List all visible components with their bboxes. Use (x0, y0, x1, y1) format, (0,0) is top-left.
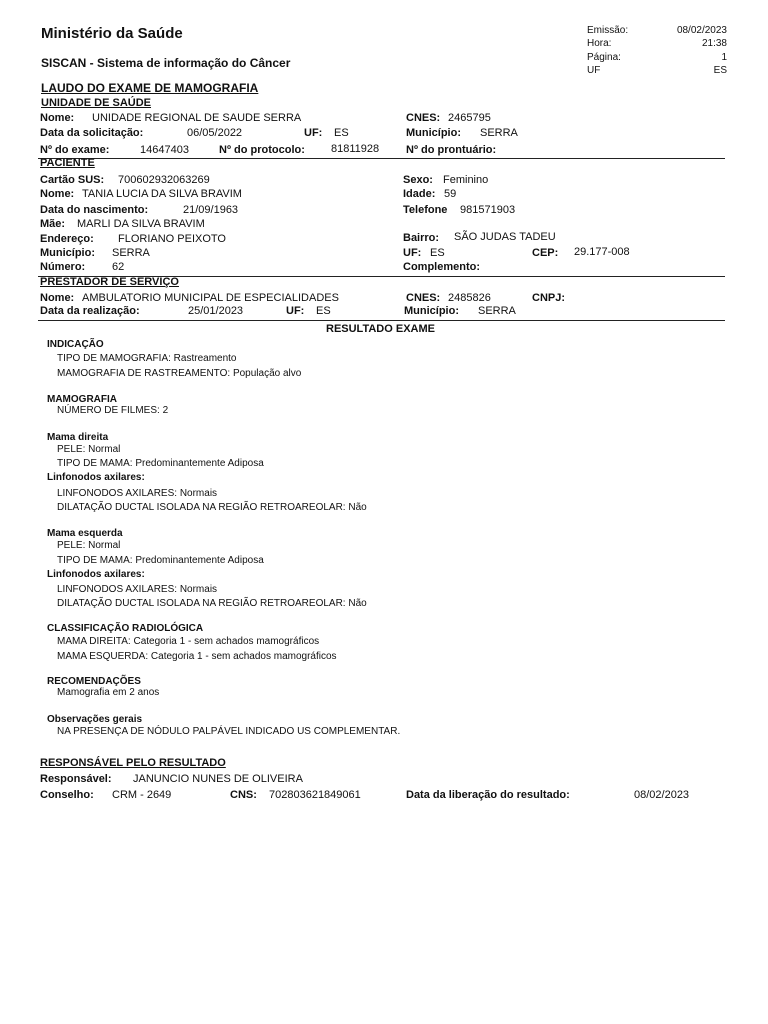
esquerda-pele: PELE: Normal (57, 540, 121, 551)
idade-label: Idade: (403, 188, 436, 200)
recomendacoes-heading: RECOMENDAÇÕES (47, 676, 141, 687)
cnpj-label: CNPJ: (532, 292, 566, 304)
telefone-label: Telefone (403, 204, 448, 216)
unidade-nome-label: Nome: (40, 112, 75, 124)
data-solicitacao-label: Data da solicitação: (40, 127, 144, 139)
paciente-uf-value: ES (430, 247, 445, 259)
nascimento-value: 21/09/1963 (183, 204, 239, 216)
unidade-cnes-label: CNES: (406, 112, 441, 124)
bairro-value: SÃO JUDAS TADEU (454, 231, 556, 243)
prestador-uf-value: ES (316, 305, 331, 317)
divider (38, 320, 725, 321)
endereco-label: Endereço: (40, 233, 94, 245)
direita-linfonodos-line: LINFONODOS AXILARES: Normais (57, 488, 218, 499)
direita-tipo: TIPO DE MAMA: Predominantemente Adiposa (57, 458, 264, 469)
prestador-title: PRESTADOR DE SERVIÇO (40, 276, 179, 288)
unidade-municipio-value: SERRA (480, 127, 518, 139)
prestador-cnes-value: 2485826 (448, 292, 491, 304)
complemento-label: Complemento: (403, 261, 480, 273)
cartao-label: Cartão SUS: (40, 174, 105, 186)
recomendacoes-line: Mamografia em 2 anos (57, 687, 160, 698)
paciente-title: PACIENTE (40, 157, 95, 169)
prestador-nome-label: Nome: (40, 292, 75, 304)
mama-direita-heading: Mama direita (47, 432, 109, 443)
prestador-municipio-label: Município: (404, 305, 459, 317)
responsavel-label: Responsável: (40, 773, 112, 785)
cep-label: CEP: (532, 247, 559, 259)
classificacao-line: MAMA ESQUERDA: Categoria 1 - sem achados mamográficos (57, 651, 337, 662)
ministry-title: Ministério da Saúde (41, 25, 183, 42)
emissao-label: Emissão: (587, 25, 629, 36)
system-name: SISCAN - Sistema de informação do Câncer (41, 56, 291, 70)
uf-value: ES (713, 65, 727, 76)
protocolo-value: 81811928 (331, 143, 380, 155)
indicacao-line: TIPO DE MAMOGRAFIA: Rastreamento (57, 353, 237, 364)
unidade-title: UNIDADE DE SAÚDE (41, 97, 152, 109)
indicacao-line: MAMOGRAFIA DE RASTREAMENTO: População alvo (57, 368, 302, 379)
unidade-uf-label: UF: (304, 127, 323, 139)
sexo-label: Sexo: (403, 174, 433, 186)
hora-value: 21:38 (701, 38, 727, 49)
mae-value: MARLI DA SILVA BRAVIM (77, 218, 205, 230)
unidade-nome-value: UNIDADE REGIONAL DE SAUDE SERRA (92, 112, 302, 124)
sexo-value: Feminino (443, 174, 489, 186)
data-solicitacao-value: 06/05/2022 (187, 127, 243, 139)
endereco-value: FLORIANO PEIXOTO (118, 233, 226, 245)
prestador-municipio-value: SERRA (478, 305, 516, 317)
divider (38, 158, 725, 159)
protocolo-label: Nº do protocolo: (219, 144, 305, 156)
paciente-municipio-value: SERRA (112, 247, 150, 259)
esquerda-dilatacao-line: DILATAÇÃO DUCTAL ISOLADA NA REGIÃO RETROAREOLAR: Não (57, 598, 367, 609)
exame-value: 14647403 (140, 144, 189, 156)
mae-label: Mãe: (40, 218, 66, 230)
telefone-value: 981571903 (460, 204, 516, 216)
prontuario-label: Nº do prontuário: (406, 144, 497, 156)
liberacao-label: Data da liberação do resultado: (406, 789, 570, 801)
prestador-uf-label: UF: (286, 305, 305, 317)
realizacao-label: Data da realização: (40, 305, 140, 317)
prestador-nome-value: AMBULATORIO MUNICIPAL DE ESPECIALIDADES (82, 292, 339, 304)
mamografia-heading: MAMOGRAFIA (47, 394, 117, 405)
nascimento-label: Data do nascimento: (40, 204, 149, 216)
observacoes-heading: Observações gerais (47, 714, 143, 725)
liberacao-value: 08/02/2023 (634, 789, 690, 801)
paciente-nome-label: Nome: (40, 188, 75, 200)
cns-label: CNS: (230, 789, 257, 801)
cns-value: 702803621849061 (269, 789, 361, 801)
hora-label: Hora: (587, 38, 612, 49)
bairro-label: Bairro: (403, 232, 440, 244)
unidade-uf-value: ES (334, 127, 349, 139)
emissao-value: 08/02/2023 (676, 25, 727, 36)
resultado-title: RESULTADO EXAME (326, 323, 435, 335)
mamografia-line: NÚMERO DE FILMES: 2 (57, 405, 169, 416)
pagina-value: 1 (721, 52, 727, 63)
paciente-municipio-label: Município: (40, 247, 95, 259)
exame-label: Nº do exame: (40, 144, 110, 156)
cartao-value: 700602932063269 (118, 174, 210, 186)
uf-label: UF (587, 65, 601, 76)
observacoes-line: NA PRESENÇA DE NÓDULO PALPÁVEL INDICADO US COMPLEMENTAR. (57, 726, 401, 737)
unidade-municipio-label: Município: (406, 127, 461, 139)
responsavel-title: RESPONSÁVEL PELO RESULTADO (40, 757, 226, 769)
idade-value: 59 (444, 188, 457, 200)
unidade-cnes-value: 2465795 (448, 112, 491, 124)
paciente-nome-value: TANIA LUCIA DA SILVA BRAVIM (82, 188, 242, 200)
classificacao-heading: CLASSIFICAÇÃO RADIOLÓGICA (47, 623, 204, 634)
conselho-label: Conselho: (40, 789, 94, 801)
esquerda-tipo: TIPO DE MAMA: Predominantemente Adiposa (57, 555, 264, 566)
realizacao-value: 25/01/2023 (188, 305, 244, 317)
paciente-uf-label: UF: (403, 247, 422, 259)
classificacao-line: MAMA DIREITA: Categoria 1 - sem achados mamográficos (57, 636, 320, 647)
numero-label: Número: (40, 261, 86, 273)
cep-value: 29.177-008 (574, 246, 630, 258)
direita-linfonodos-heading: Linfonodos axilares: (47, 472, 145, 483)
esquerda-linfonodos-line: LINFONODOS AXILARES: Normais (57, 584, 218, 595)
mama-esquerda-heading: Mama esquerda (47, 528, 123, 539)
indicacao-heading: INDICAÇÃO (47, 339, 104, 350)
numero-value: 62 (112, 261, 125, 273)
conselho-value: CRM - 2649 (112, 789, 172, 801)
direita-dilatacao-line: DILATAÇÃO DUCTAL ISOLADA NA REGIÃO RETROAREOLAR: Não (57, 502, 367, 513)
esquerda-linfonodos-heading: Linfonodos axilares: (47, 569, 145, 580)
prestador-cnes-label: CNES: (406, 292, 441, 304)
report-title: LAUDO DO EXAME DE MAMOGRAFIA (41, 81, 259, 95)
pagina-label: Página: (587, 52, 621, 63)
responsavel-value: JANUNCIO NUNES DE OLIVEIRA (133, 773, 303, 785)
direita-pele: PELE: Normal (57, 444, 121, 455)
